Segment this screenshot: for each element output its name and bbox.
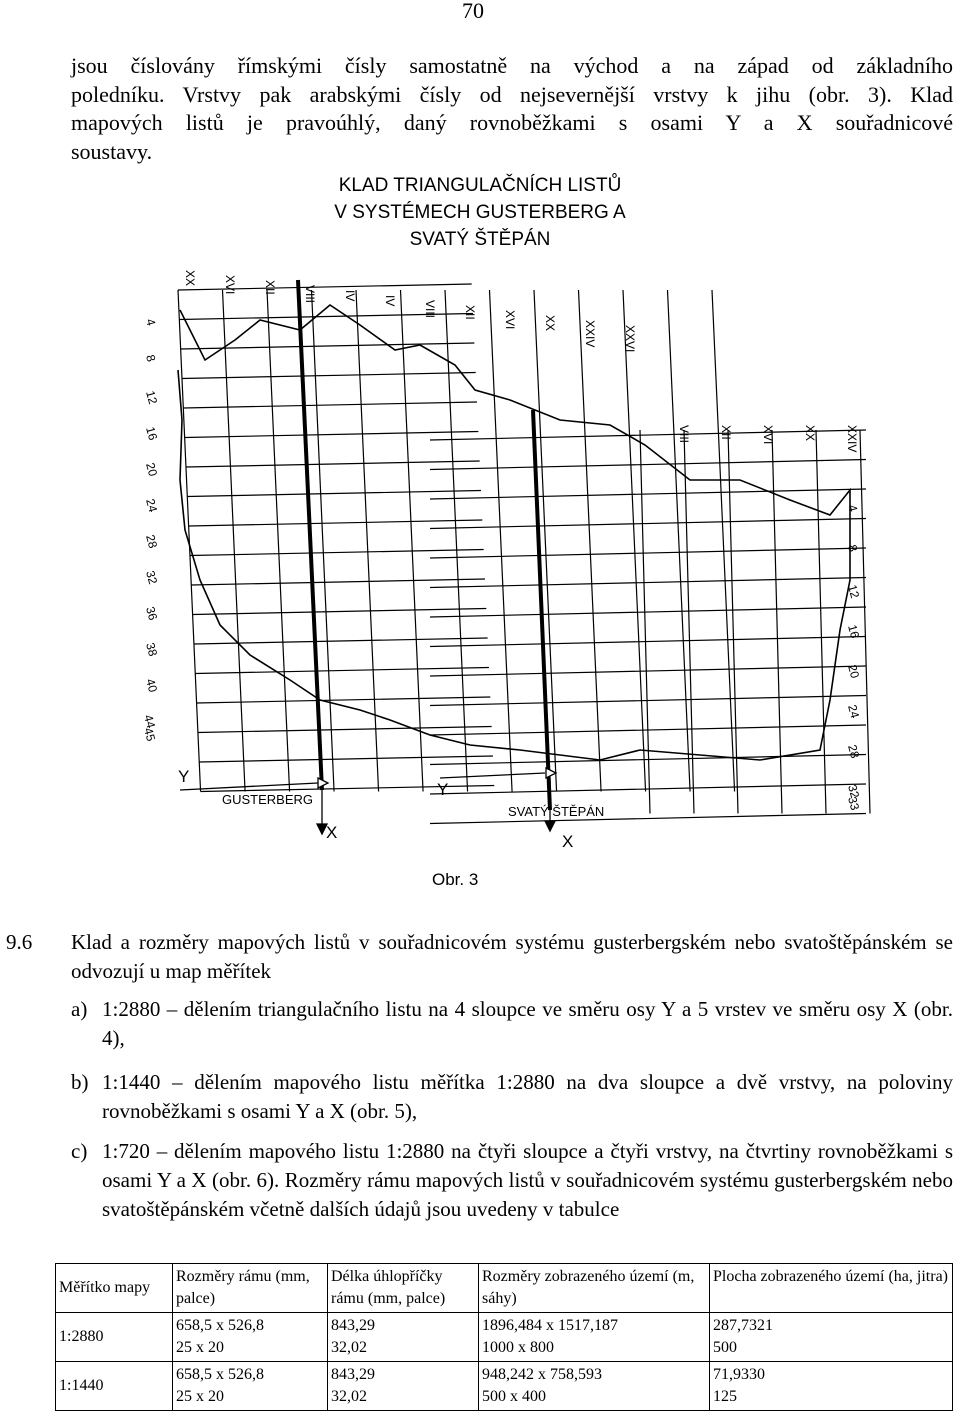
table-cell xyxy=(173,1313,328,1362)
country-border xyxy=(178,305,850,760)
table-cell xyxy=(328,1313,479,1362)
origin-svaty-stepan: SVATÝ ŠTĚPÁN xyxy=(508,804,605,819)
top-sheet-label: XII xyxy=(719,425,733,440)
grid-line xyxy=(623,290,646,792)
table-cell xyxy=(479,1313,710,1362)
side-sheet-label: 8 xyxy=(845,543,861,554)
top-sheet-label: XXIV xyxy=(845,425,859,453)
side-sheet-label: 33 xyxy=(845,795,863,812)
side-sheet-label: 32 xyxy=(845,783,863,800)
side-sheet-label: 24 xyxy=(845,703,863,720)
grid-line xyxy=(356,290,379,792)
intro-line: jsou číslovány římskými čísly samostatně na východ a na západ od základního xyxy=(71,53,953,78)
triangulation-sheet-map xyxy=(0,250,960,860)
grid-line xyxy=(178,284,472,290)
top-sheet-label: XVI xyxy=(503,310,517,330)
grid-line xyxy=(430,814,866,824)
table-cell-scale: 1:1440 xyxy=(56,1362,173,1411)
table-header: Délka úhlopříčky rámu (mm, palce) xyxy=(328,1264,479,1313)
page-number: 70 xyxy=(462,0,484,23)
table-header: Rozměry zobrazeného území (m, sáhy) xyxy=(479,1264,710,1313)
table-cell xyxy=(710,1362,953,1411)
table-cell xyxy=(479,1362,710,1411)
grid-line xyxy=(430,784,866,794)
list-item-text: 1:2880 – dělením triangulačního listu na 4 sloupce ve směru osy Y a 5 vrstev ve směru osy X (obr. 4), xyxy=(102,997,953,1050)
section-text: Klad a rozměry mapových listů v souřadnicovém systému gusterbergském nebo svatoštěpánském se odvozují u map měřítek xyxy=(71,930,953,983)
cell-line: 1896,484 x 1517,187 xyxy=(482,1317,618,1334)
top-sheet-label: XII xyxy=(463,305,477,320)
grid-line xyxy=(579,290,602,792)
cell-line: 843,29 xyxy=(331,1366,375,1383)
gusterberg-meridian xyxy=(298,280,322,790)
cell-line: 71,9330 xyxy=(713,1366,765,1383)
figure-title xyxy=(250,172,710,253)
table-header: Rozměry rámu (mm, palce) xyxy=(173,1264,328,1313)
table-row xyxy=(56,1313,953,1362)
top-sheet-label: VIII xyxy=(423,300,437,319)
list-item xyxy=(71,1068,953,1126)
cell-line: 125 xyxy=(713,1388,737,1405)
intro-line: soustavy. xyxy=(71,138,153,164)
list-item-text: 1:1440 – dělením mapového listu měřítka 1:2880 na dva sloupce a dvě vrstvy, na poloviny rovnoběžkami s osami Y a X (obr. 5), xyxy=(102,1070,953,1123)
grid-line xyxy=(430,666,866,676)
top-sheet-label: XX xyxy=(543,315,557,332)
intro-paragraph xyxy=(71,52,953,166)
section-number: 9.6 xyxy=(6,930,33,954)
top-sheet-label: XII xyxy=(263,280,277,295)
table-header: Plocha zobrazeného území (ha, jitra) xyxy=(710,1264,953,1313)
cell-line: 1000 x 800 xyxy=(482,1339,554,1356)
grid-line xyxy=(430,460,866,470)
axis-x-left: X xyxy=(326,823,338,842)
side-sheet-label: 38 xyxy=(143,641,161,658)
intro-line: poledníku. Vrstvy pak arabskými čísly od nejsevernější vrstvy k jihu (obr. 3). Klad xyxy=(71,81,953,107)
top-sheet-label: XX xyxy=(803,425,817,442)
side-sheet-label: 32 xyxy=(143,569,161,586)
table-header-row xyxy=(56,1264,953,1313)
side-sheet-label: 36 xyxy=(143,605,161,622)
side-sheet-label: 44 xyxy=(141,713,159,730)
grid-line xyxy=(267,290,290,792)
top-sheet-label: IV xyxy=(343,290,357,302)
grid-line xyxy=(430,548,866,558)
side-sheet-label: 12 xyxy=(143,389,161,406)
list-item-label: c) xyxy=(71,1139,88,1163)
origin-gusterberg: GUSTERBERG xyxy=(222,792,314,807)
side-sheet-label: 16 xyxy=(845,623,863,640)
cell-line: 500 x 400 xyxy=(482,1388,546,1405)
list-item xyxy=(71,1137,953,1224)
top-sheet-label: XVI xyxy=(761,425,775,445)
side-sheet-label: 24 xyxy=(143,497,161,514)
cell-line: 500 xyxy=(713,1339,737,1356)
side-sheet-label: 12 xyxy=(845,583,863,600)
figure-title-line: V SYSTÉMECH GUSTERBERG A xyxy=(334,202,626,223)
list-item-label: a) xyxy=(71,997,88,1021)
grid-line xyxy=(430,696,866,706)
side-sheet-label: 28 xyxy=(845,743,863,760)
grid-line xyxy=(640,430,650,814)
cell-line: 843,29 xyxy=(331,1317,375,1334)
table-header: Měřítko mapy xyxy=(56,1264,173,1313)
side-sheet-label: 16 xyxy=(143,425,161,442)
top-sheet-label: VIII xyxy=(303,285,317,304)
side-sheet-label: 20 xyxy=(143,461,161,478)
cell-line: 32,02 xyxy=(331,1339,367,1356)
side-sheet-label: 4 xyxy=(143,317,159,328)
axis-x-right: X xyxy=(562,832,574,851)
list-item xyxy=(71,995,953,1053)
cell-line: 32,02 xyxy=(331,1388,367,1405)
side-sheet-label: 45 xyxy=(141,726,159,743)
side-sheet-label: 8 xyxy=(143,353,159,364)
top-sheet-label: XXVI xyxy=(623,325,637,353)
grid-line xyxy=(430,519,866,529)
table-cell xyxy=(173,1362,328,1411)
list-item-text: 1:720 – dělením mapového listu 1:2880 na čtyři sloupce a čtyři vrstvy, na čtvrtiny rovnoběžkami s osami Y a X (obr. 6). Rozměry rámu mapových listů v souřadnicovém systému gusterbergském nebo svatoštěpánském včetně dalších údajů jsou uvedeny v tabulce xyxy=(102,1139,953,1221)
grid-line xyxy=(312,290,335,792)
grid-line xyxy=(223,290,246,792)
table-cell-scale: 1:2880 xyxy=(56,1313,173,1362)
table-row xyxy=(56,1362,953,1411)
top-sheet-label: XX xyxy=(183,270,197,287)
cell-line: 287,7321 xyxy=(713,1317,773,1334)
figure-caption: Obr. 3 xyxy=(432,870,479,889)
grid-line xyxy=(430,578,866,588)
grid-line xyxy=(445,290,468,792)
side-sheet-label: 40 xyxy=(143,677,161,694)
side-sheet-label: 20 xyxy=(845,663,863,680)
grid-line xyxy=(178,290,201,792)
axis-y-right: Y xyxy=(437,780,449,799)
border-line xyxy=(178,305,850,760)
top-sheet-label: XVI xyxy=(223,275,237,295)
figure-title-line: KLAD TRIANGULAČNÍCH LISTŮ xyxy=(338,175,622,196)
list-item-label: b) xyxy=(71,1070,89,1094)
side-sheet-label: 4 xyxy=(845,503,861,514)
grid-line xyxy=(430,489,866,499)
axis-y-left: Y xyxy=(178,767,190,786)
cell-line: 25 x 20 xyxy=(176,1339,224,1356)
cell-line: 658,5 x 526,8 xyxy=(176,1366,264,1383)
cell-line: 25 x 20 xyxy=(176,1388,224,1405)
central-meridians xyxy=(298,280,550,810)
figure-title-line: SVATÝ ŠTĚPÁN xyxy=(409,229,551,250)
grid-line xyxy=(490,290,513,792)
cell-line: 658,5 x 526,8 xyxy=(176,1317,264,1334)
table-cell xyxy=(710,1313,953,1362)
intro-line: mapových listů je pravoúhlý, daný rovnoběžkami s osami Y a X souřadnicové xyxy=(71,110,953,135)
sheet-grid xyxy=(178,284,870,824)
top-sheet-label: XXIV xyxy=(583,320,597,348)
top-sheet-label: VIII xyxy=(677,425,691,444)
grid-line xyxy=(430,637,866,647)
table-cell xyxy=(328,1362,479,1411)
grid-line xyxy=(401,290,424,792)
side-sheet-label: 28 xyxy=(143,533,161,550)
sheet-dimensions-table xyxy=(55,1263,953,1411)
grid-line xyxy=(430,607,866,617)
top-sheet-label: IV xyxy=(383,295,397,307)
cell-line: 948,242 x 758,593 xyxy=(482,1366,602,1383)
